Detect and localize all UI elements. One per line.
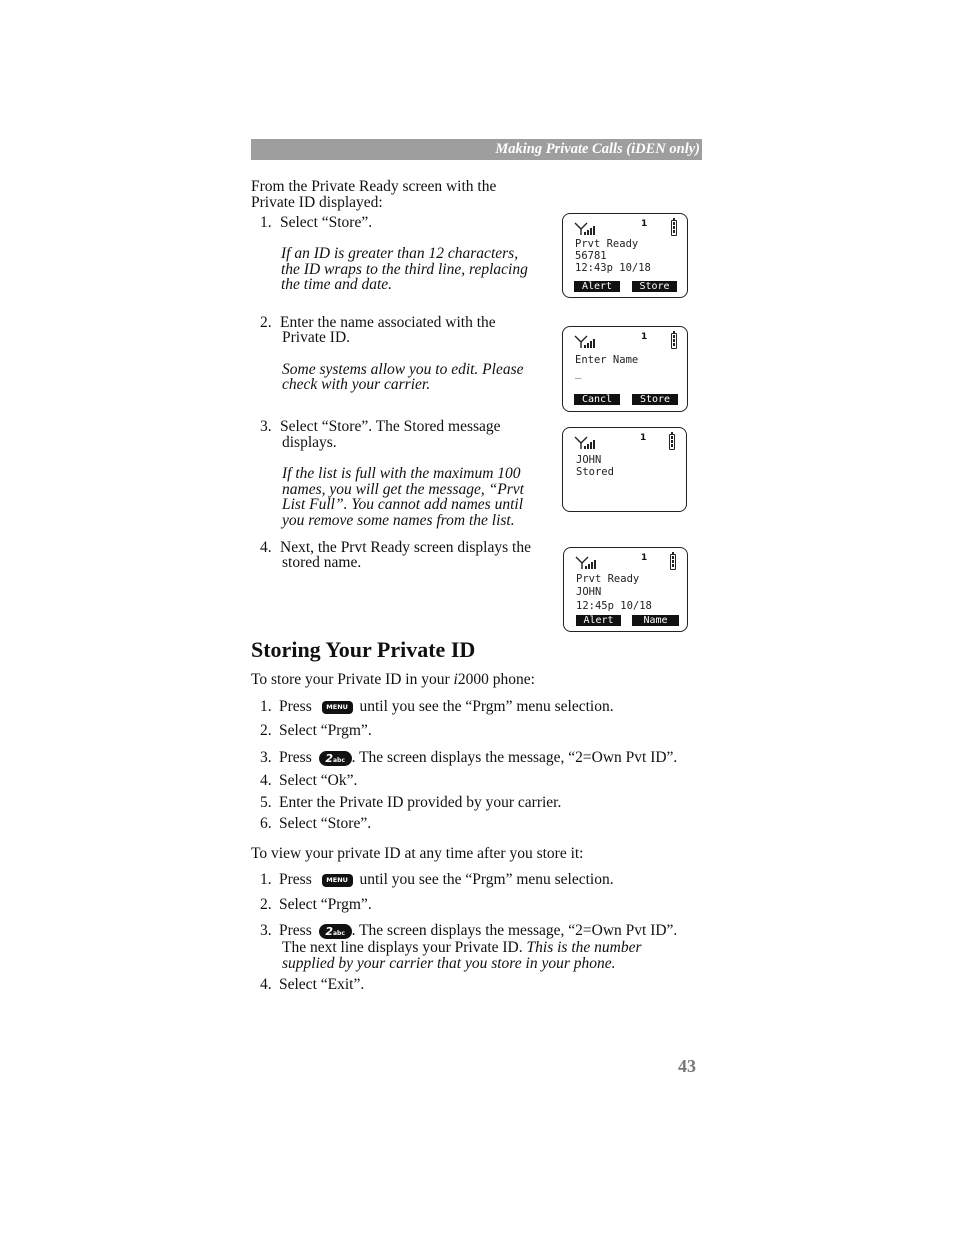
view-step-2-number: 2.: [260, 896, 272, 913]
view-step-3-number: 3.: [260, 922, 272, 939]
battery-icon: [671, 220, 677, 236]
screen-line-2: JOHN: [576, 586, 602, 598]
screen-line-3: 12:45p 10/18: [576, 600, 652, 612]
store-step-2-number: 2.: [260, 722, 272, 739]
store-step-5-number: 5.: [260, 794, 272, 811]
view-step-3-pre: Press: [279, 922, 312, 939]
store-intro-model-rest: 2000 phone:: [457, 671, 535, 688]
step-3-text-line-1: Select “Store”. The Stored message: [280, 418, 501, 435]
phone-screen-prvt-ready: [562, 213, 688, 298]
screen-cursor: _: [575, 367, 582, 379]
section-title: Storing Your Private ID: [251, 637, 476, 662]
menu-key-icon: MENU: [322, 874, 353, 887]
screen-line-1: Prvt Ready: [575, 238, 639, 250]
view-step-4-number: 4.: [260, 976, 272, 993]
store-step-3: [279, 750, 677, 766]
step-3-text-line-2: displays.: [282, 434, 337, 451]
screen-line-1: Prvt Ready: [576, 573, 640, 585]
store-step-6: Select “Store”.: [279, 815, 372, 832]
step-2-text-line-1: Enter the name associated with the: [280, 314, 496, 331]
store-step-1-post: until you see the “Prgm” menu selection.: [359, 698, 614, 715]
store-step-5: Enter the Private ID provided by your carrier.: [279, 794, 562, 811]
step-1-text: Select “Store”.: [280, 214, 373, 231]
menu-key-icon: MENU: [322, 701, 353, 714]
step-3-number: 3.: [260, 418, 272, 435]
two-key-icon: [319, 924, 352, 939]
view-step-1: [279, 872, 614, 888]
store-step-4: Select “Ok”.: [279, 772, 358, 789]
view-step-1-post: until you see the “Prgm” menu selection.: [359, 871, 614, 888]
phone-screen-enter-name: [562, 326, 688, 412]
phone-screen-prvt-ready-name: [563, 547, 688, 632]
softkey-alert: Alert: [574, 281, 620, 292]
view-step-1-number: 1.: [260, 871, 272, 888]
step-4-number: 4.: [260, 539, 272, 556]
signal-strength-icon: [574, 335, 596, 349]
softkey-name: Name: [632, 615, 679, 626]
step-2-note-line-1: Some systems allow you to edit. Please: [282, 361, 524, 378]
step-3-note-line-4: you remove some names from the list.: [282, 512, 515, 529]
step-1-note-line-2: the ID wraps to the third line, replacing: [281, 261, 528, 278]
battery-icon: [670, 554, 676, 570]
screen-line-2: Stored: [576, 466, 614, 478]
view-step-3: [279, 923, 677, 939]
step-3-note-line-1: If the list is full with the maximum 100: [282, 465, 521, 482]
view-step-1-pre: Press: [279, 871, 312, 888]
view-step-4: Select “Exit”.: [279, 976, 365, 993]
view-step-3-line-2: [282, 940, 641, 956]
signal-strength-icon: [575, 556, 597, 570]
store-intro-prefix: To store your Private ID in your: [251, 671, 454, 688]
screen-line-1: JOHN: [576, 454, 602, 466]
two-key-icon: [319, 751, 352, 766]
store-step-4-number: 4.: [260, 772, 272, 789]
store-step-6-number: 6.: [260, 815, 272, 832]
line-indicator: 1: [641, 219, 648, 229]
two-key-letters: abc: [332, 756, 345, 764]
store-intro: [251, 672, 535, 688]
softkey-store: Store: [632, 281, 677, 292]
battery-icon: [669, 434, 675, 450]
step-3-note-line-2: names, you will get the message, “Prvt: [282, 481, 524, 498]
softkey-store: Store: [632, 394, 678, 405]
store-step-1-number: 1.: [260, 698, 272, 715]
signal-strength-icon: [574, 436, 596, 450]
line-indicator: 1: [641, 553, 648, 563]
step-4-text-line-2: stored name.: [282, 554, 362, 571]
screen-line-1: Enter Name: [575, 354, 639, 366]
screen-line-2: 56781: [575, 250, 607, 262]
section-header-title: Making Private Calls (iDEN only): [495, 141, 700, 157]
phone-screen-stored: [562, 427, 687, 512]
view-step-3-post: . The screen displays the message, “2=Own Pvt ID”.: [351, 922, 678, 939]
intro-line-2: Private ID displayed:: [251, 194, 383, 211]
softkey-cancel: Cancl: [574, 394, 620, 405]
store-step-3-number: 3.: [260, 749, 272, 766]
step-4-text-line-1: Next, the Prvt Ready screen displays the: [280, 539, 531, 556]
step-1-note-line-1: If an ID is greater than 12 characters,: [281, 245, 519, 262]
battery-icon: [671, 333, 677, 349]
two-key-digit: 2: [325, 751, 333, 765]
intro-line-1: From the Private Ready screen with the: [251, 178, 497, 195]
store-step-3-post: . The screen displays the message, “2=Own Pvt ID”.: [351, 749, 678, 766]
step-2-note-line-2: check with your carrier.: [282, 376, 431, 393]
step-3-note-line-3: List Full”. You cannot add names until: [282, 496, 523, 513]
two-key-letters: abc: [332, 929, 345, 937]
section-header-bar: [251, 139, 702, 160]
store-step-2: Select “Prgm”.: [279, 722, 372, 739]
line-indicator: 1: [640, 433, 647, 443]
view-step-3-line-2-italic: This is the number: [526, 939, 642, 956]
store-intro-model-prefix: i: [453, 671, 458, 688]
view-intro: To view your private ID at any time after you store it:: [251, 845, 584, 862]
softkey-alert: Alert: [576, 615, 621, 626]
screen-line-3: 12:43p 10/18: [575, 262, 651, 274]
store-step-1: [279, 699, 614, 715]
page-number: 43: [678, 1056, 696, 1076]
view-step-3-line-2-plain: The next line displays your Private ID.: [282, 939, 527, 956]
step-1-number: 1.: [260, 214, 272, 231]
step-2-text-line-2: Private ID.: [282, 329, 351, 346]
store-step-3-pre: Press: [279, 749, 312, 766]
view-step-2: Select “Prgm”.: [279, 896, 372, 913]
step-1-note-line-3: the time and date.: [281, 276, 393, 293]
store-step-1-pre: Press: [279, 698, 312, 715]
signal-strength-icon: [574, 222, 596, 236]
view-step-3-line-3: supplied by your carrier that you store in your phone.: [282, 955, 616, 972]
step-2-number: 2.: [260, 314, 272, 331]
two-key-digit: 2: [325, 924, 333, 938]
line-indicator: 1: [641, 332, 648, 342]
